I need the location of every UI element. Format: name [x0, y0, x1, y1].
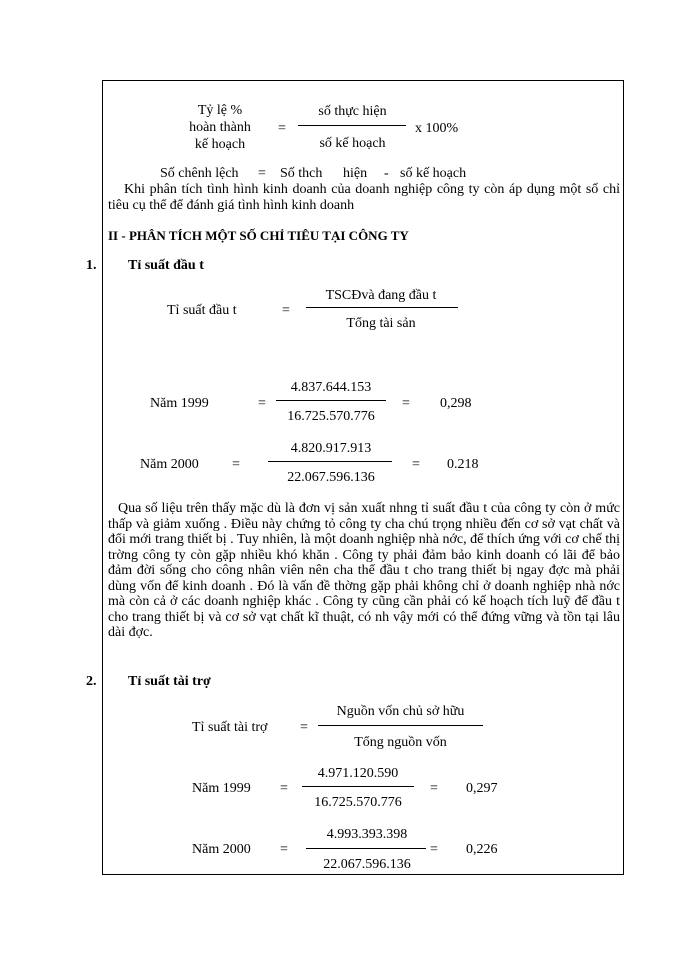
completion-denominator: số kế hoạch — [319, 136, 386, 151]
item2-row2-bar — [306, 848, 426, 849]
item1-formula-equals: = — [282, 303, 290, 318]
item2-row2-denominator: 22.067.596.136 — [323, 857, 411, 872]
completion-equals: = — [278, 121, 286, 136]
completion-label-line2: hoàn thành — [189, 120, 251, 135]
item1-row2-numerator: 4.820.917.913 — [290, 441, 372, 456]
item1-number: 1. — [86, 258, 97, 273]
item2-row2-eq: = — [280, 842, 288, 857]
item2-formula-equals: = — [300, 720, 308, 735]
item1-paragraph: Qua số liệu trên thấy mặc dù là đơn vị sản xuất nhng tỉ suất đầu t của công ty còn ở mức thấp và giảm xuống . Điều này chứng tỏ công ty cha chú trọng nhiều đến cơ sở vạt chất và đổi mới trang thiết bị . Tuy nhiên, là một doanh nghiệp nhà nớc, để thích ứng với cơ chế thị trờng công ty còn gặp nhiều khó khăn . Công ty phải đảm bảo kinh doanh có lãi để bảo đảm đời sống cho công nhân viên nên cha thể đầu t cho trang thiết bị ngay đợc mà phải dùng vốn để kinh doanh . Đó là vấn đề thờng gặp phải không chỉ ở doanh nghiệp nhà nớc mà còn cả ở các doanh nghiệp khác . Công ty cũng cần phải có kế hoạch tích luỹ để đầu t cho trang thiết bị và cơ sở vạt chất kĩ thuật, có nh vậy mới có thể đứng vững và tồn tại lâu dài đợc. — [108, 501, 620, 640]
item1-title: Tỉ suất đầu t — [128, 258, 204, 273]
item1-row1-eq2: = — [402, 396, 410, 411]
item2-formula-label: Tỉ suất tài trợ — [192, 720, 268, 735]
difference-equals: = — [258, 166, 266, 181]
item1-row1-result: 0,298 — [440, 396, 472, 411]
item2-row1-result: 0,297 — [466, 781, 498, 796]
item2-formula-denominator: Tổng nguồn vốn — [354, 735, 447, 750]
completion-label-line1: Tỷ lệ % — [197, 103, 243, 118]
item1-row1-bar — [276, 400, 386, 401]
item1-row2-denominator: 22.067.596.136 — [287, 470, 375, 485]
item1-row2-year: Năm 2000 — [140, 457, 199, 472]
difference-term1: Số thch — [280, 166, 323, 181]
item1-row1-eq: = — [258, 396, 266, 411]
difference-term2: hiện — [343, 166, 368, 181]
completion-label-line3: kế hoạch — [194, 137, 246, 152]
item1-formula-label: Tỉ suất đầu t — [167, 303, 237, 318]
item1-row2-bar — [268, 461, 392, 462]
completion-fraction-bar — [298, 125, 406, 126]
item2-row2-eq2: = — [430, 842, 438, 857]
item2-row2-year: Năm 2000 — [192, 842, 251, 857]
item1-row1-year: Năm 1999 — [150, 396, 209, 411]
intro-paragraph: Khi phân tích tình hình kinh doanh của doanh nghiệp công ty còn áp dụng một số chỉ tiêu cụ thể để đánh giá tình hình kinh doanh — [108, 182, 620, 213]
difference-term3: số kế hoạch — [400, 166, 467, 181]
item1-formula-bar — [306, 307, 458, 308]
item1-formula-denominator: Tổng tài sản — [346, 316, 416, 331]
item1-row1-numerator: 4.837.644.153 — [290, 380, 372, 395]
completion-multiplier: x 100% — [415, 121, 459, 136]
item2-number: 2. — [86, 674, 97, 689]
item2-formula-numerator: Nguồn vốn chủ sở hữu — [336, 704, 465, 719]
item2-row1-numerator: 4.971.120.590 — [317, 766, 399, 781]
difference-minus: - — [384, 166, 389, 181]
section-heading: II - PHÂN TÍCH MỘT SỐ CHỈ TIÊU TẠI CÔNG TY — [108, 228, 409, 243]
item2-row1-eq: = — [280, 781, 288, 796]
item1-row2-result: 0.218 — [447, 457, 479, 472]
item2-row1-year: Năm 1999 — [192, 781, 251, 796]
item2-row2-result: 0,226 — [466, 842, 498, 857]
item1-row2-eq: = — [232, 457, 240, 472]
completion-numerator: số thực hiện — [318, 104, 387, 119]
item1-row2-eq2: = — [412, 457, 420, 472]
item2-title: Tỉ suất tài trợ — [128, 674, 211, 689]
item2-row2-numerator: 4.993.393.398 — [326, 827, 408, 842]
item2-row1-eq2: = — [430, 781, 438, 796]
item1-formula-numerator: TSCĐvà đang đầu t — [325, 288, 437, 303]
item1-row1-denominator: 16.725.570.776 — [287, 409, 375, 424]
item2-formula-bar — [318, 725, 483, 726]
item2-row1-bar — [302, 786, 414, 787]
item2-row1-denominator: 16.725.570.776 — [314, 795, 402, 810]
difference-label: Số chênh lệch — [160, 166, 239, 181]
